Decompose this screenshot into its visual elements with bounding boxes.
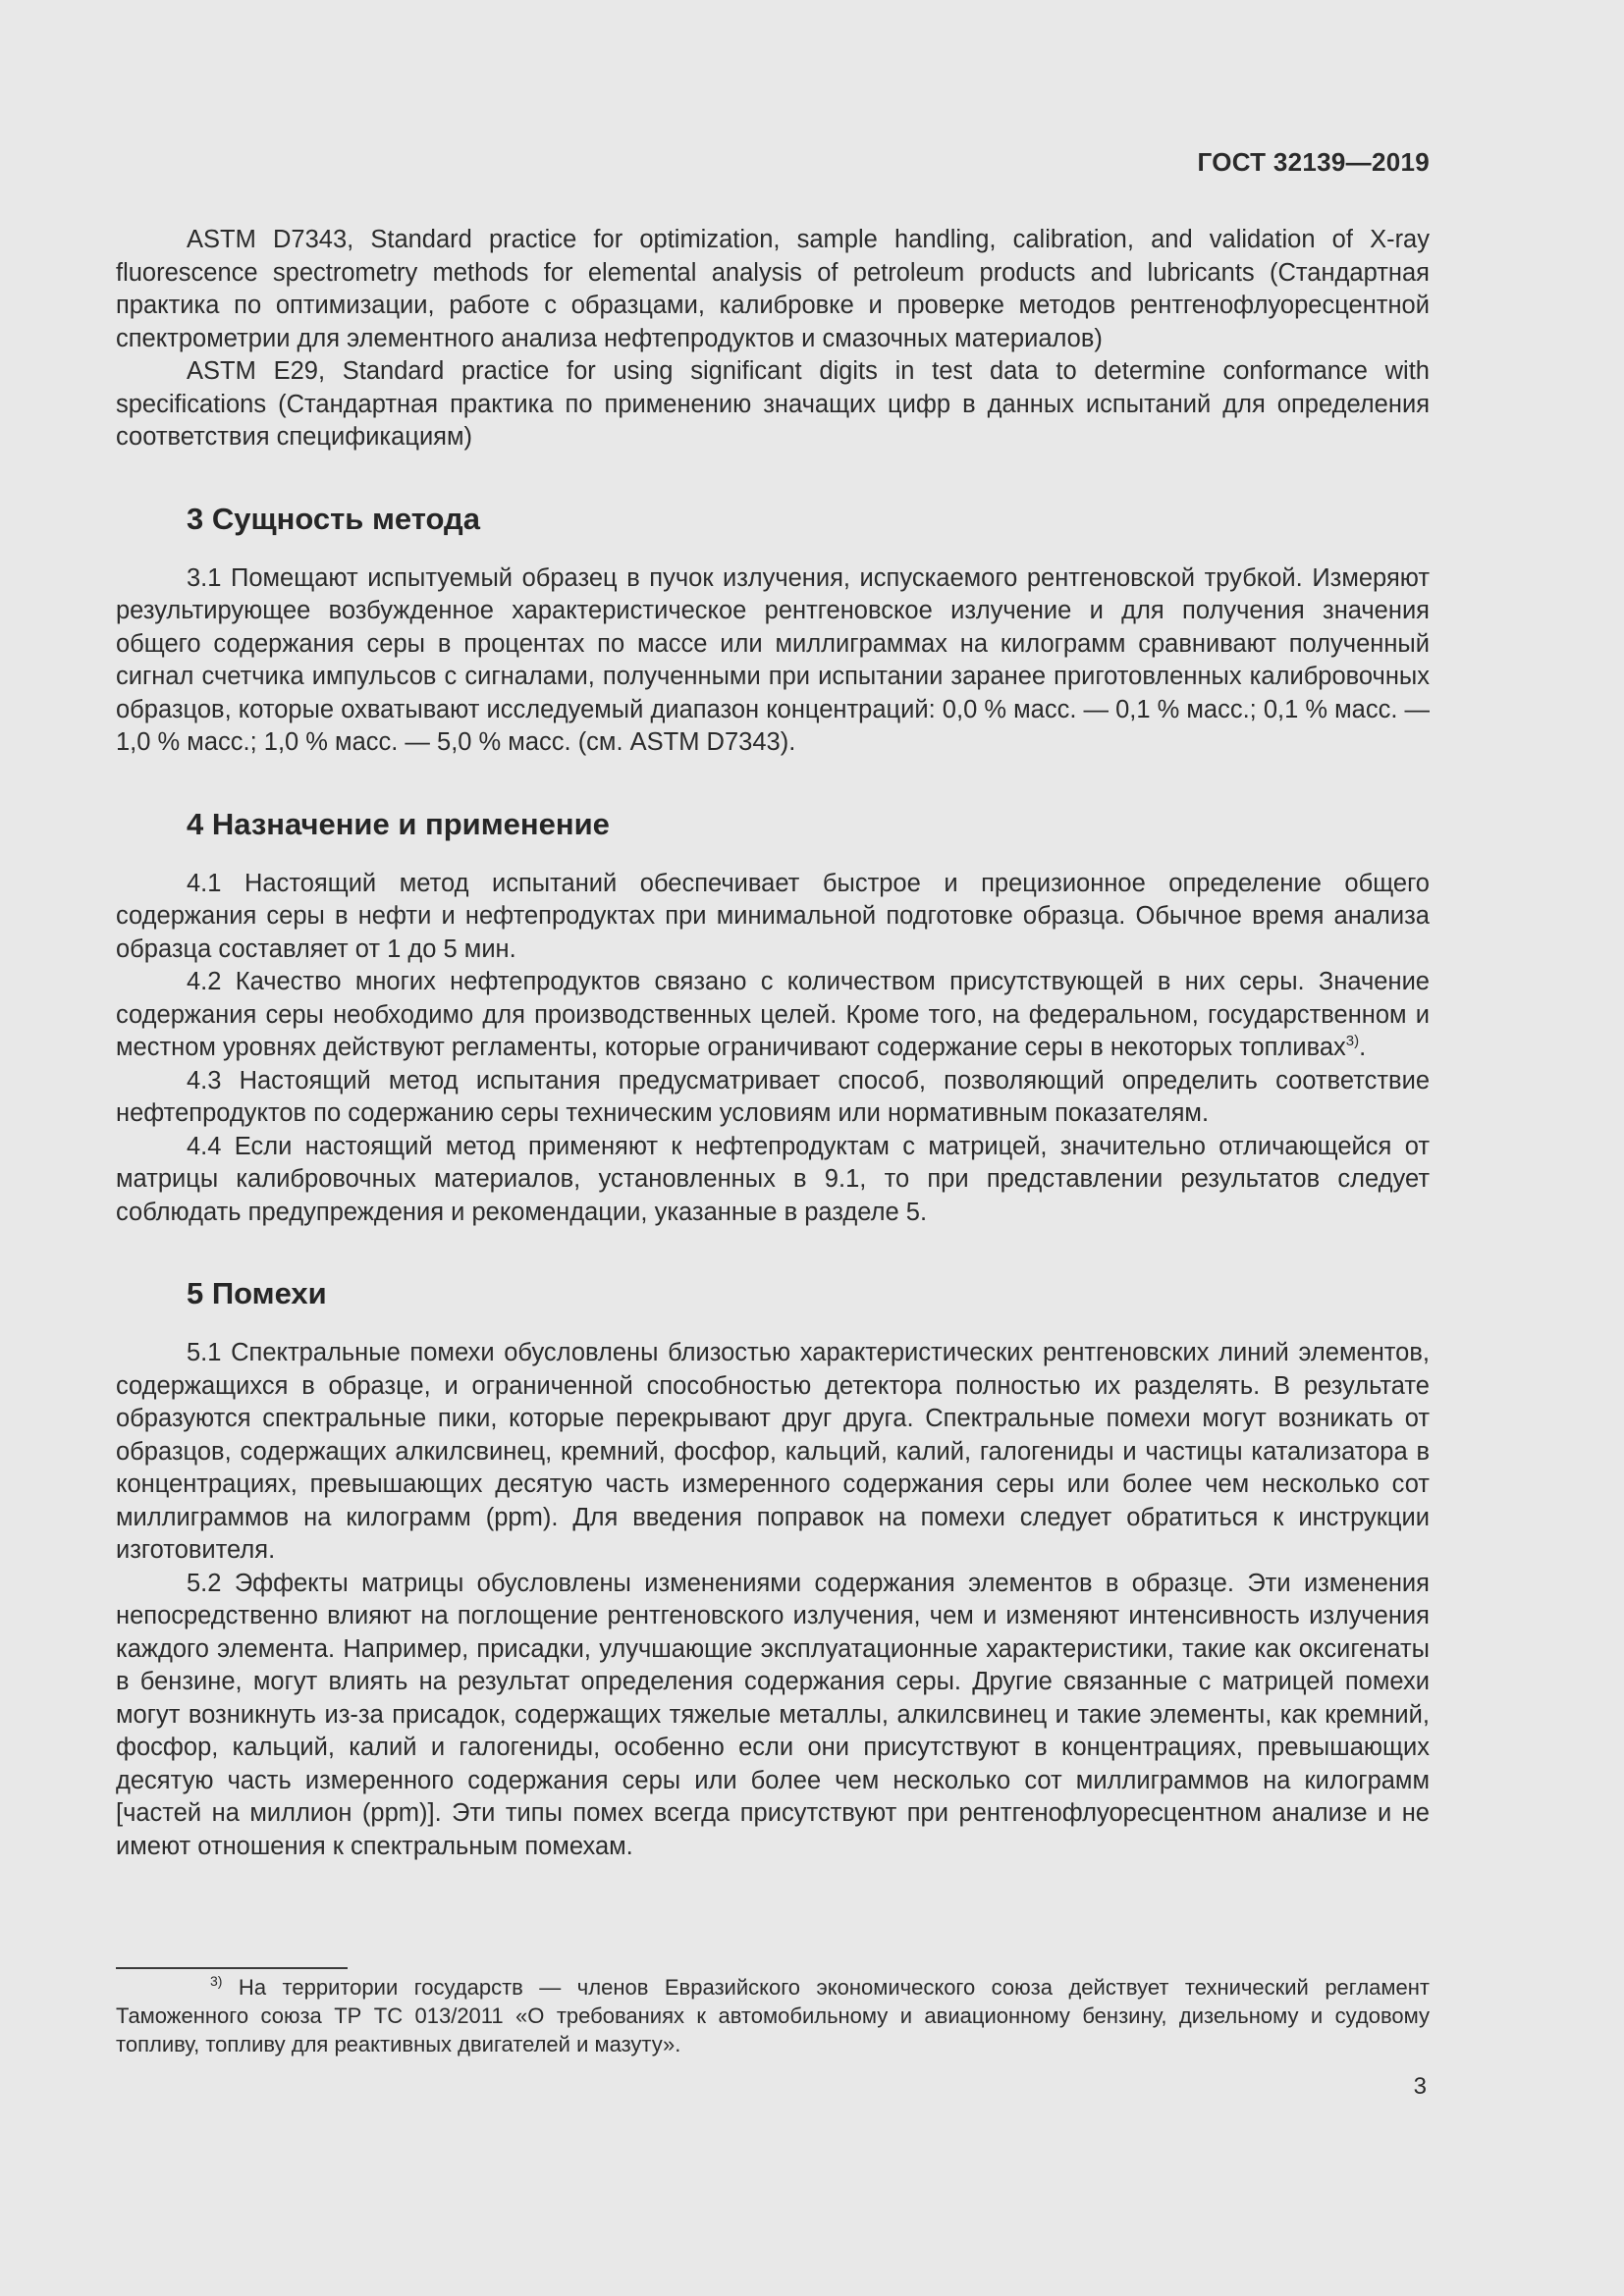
footnote-marker: 3) [210,1973,223,1989]
section-4-paragraph-1: 4.1 Настоящий метод испытаний обеспечивает быстрое и прецизионное определение общего содержания серы в нефти и нефтепродуктах при минимальной подготовке образца. Обычное время анализа образца составляет от 1 до 5 мин. [116,869,1430,963]
section-5-paragraph-2: 5.2 Эффекты матрицы обусловлены изменениями содержания элементов в образце. Эти изменения непосредственно влияют на поглощение рентгеновского излучения, чем и изменяют интенсивность излучения каждого элемента. Например, присадки, улучшающие эксплуатационные характеристики, такие как оксигенаты в бензине, могут влиять на результат определения содержания серы. Другие связанные с матрицей помехи могут возникнуть из-за присадок, содержащих тяжелые металлы, алкилсвинец и такие элементы, как кремний, фосфор, кальций, калий и галогениды, особенно если они присутствуют в концентрациях, превышающих десятую часть измеренного содержания серы или более чем несколько сот миллиграммов на килограмм [частей на миллион (ppm)]. Эти типы помех всегда присутствуют при рентгенофлуоресцентном анализе и не имеют отношения к спектральным помехам. [116,1569,1430,1860]
section-4-paragraph-2 [116,966,1430,1065]
reference-astm-e29: ASTM E29, Standard practice for using significant digits in test data to determine conformance with specifications (Стандартная практика по применению значащих цифр в данных испытаний для определения соответствия спецификациям) [116,357,1430,451]
section-3-title: 3 Сущность метода [187,501,480,536]
footnote-reference[interactable]: 3) [1345,1033,1360,1049]
section-5-paragraph-1: 5.1 Спектральные помехи обусловлены близостью характеристических рентгеновских линий элементов, содержащихся в образце, и ограниченной способностью детектора полностью их разделять. В результате образуются спектральные пики, которые перекрывают друг друга. Спектральные помехи могут возникать от образцов, содержащих алкилсвинец, кремний, фосфор, кальций, калий, галогениды и частицы катализатора в концентрациях, превышающих десятую часть измеренного содержания серы или более чем несколько сот миллиграммов на килограмм (ppm). Для введения поправок на помехи следует обратиться к инструкции изготовителя. [116,1339,1430,1564]
reference-astm-d7343: ASTM D7343, Standard practice for optimization, sample handling, calibration, and validation of X-ray fluorescence spectrometry methods for elemental analysis of petroleum products and lubricants (Стандартная практика по оптимизации, работе с образцами, калибровке и проверке методов рентгенофлуоресцентной спектрометрии для элементного анализа нефтепродуктов и смазочных материалов) [116,226,1430,352]
section-4-paragraph-4: 4.4 Если настоящий метод применяют к нефтепродуктам с матрицей, значительно отличающейся от матрицы калибровочных материалов, установленных в 9.1, то при представлении результатов следует соблюдать предупреждения и рекомендации, указанные в разделе 5. [116,1132,1430,1226]
section-5-title: 5 Помехи [187,1276,327,1310]
document-code-header: ГОСТ 32139—2019 [1197,147,1430,177]
section-4-paragraph-2-text: 4.2 Качество многих нефтепродуктов связано с количеством присутствующей в них серы. Значение содержания серы необходимо для производственных целей. Кроме того, на федеральном, государственном и местном уровнях действуют регламенты, которые ограничивают содержание серы в некоторых топливах [116,968,1430,1061]
section-3-paragraph-1: 3.1 Помещают испытуемый образец в пучок излучения, испускаемого рентгеновской трубкой. Измеряют результирующее возбужденное характеристическое рентгеновское излучение и для получения значения общего содержания серы в процентах по массе или миллиграммах на килограмм сравнивают полученный сигнал счетчика импульсов с сигналами, полученными при испытании заранее приготовленных калибровочных образцов, которые охватывают исследуемый диапазон концентраций: 0,0 % масс. — 0,1 % масс.; 0,1 % масс. — 1,0 % масс.; 1,0 % масс. — 5,0 % масс. (см. ASTM D7343). [116,563,1431,756]
footnote-divider [116,1967,348,1969]
document-body [116,224,1430,1863]
section-4-title: 4 Назначение и применение [187,806,610,841]
section-4-paragraph-2-end: . [1359,1034,1367,1061]
section-4-paragraph-3: 4.3 Настоящий метод испытания предусматривает способ, позволяющий определить соответствие нефтепродуктов по содержанию серы техническим условиям или нормативным показателям. [116,1066,1430,1127]
footnote-text: На территории государств — членов Евразийского экономического союза действует технический регламент Таможенного союза ТР ТС 013/2011 «О требованиях к автомобильному и авиационному бензину, дизельному и судовому топливу, топливу для реактивных двигателей и мазуту». [116,1975,1430,2056]
footnote [116,1973,1430,2058]
page-number: 3 [1413,2073,1427,2100]
